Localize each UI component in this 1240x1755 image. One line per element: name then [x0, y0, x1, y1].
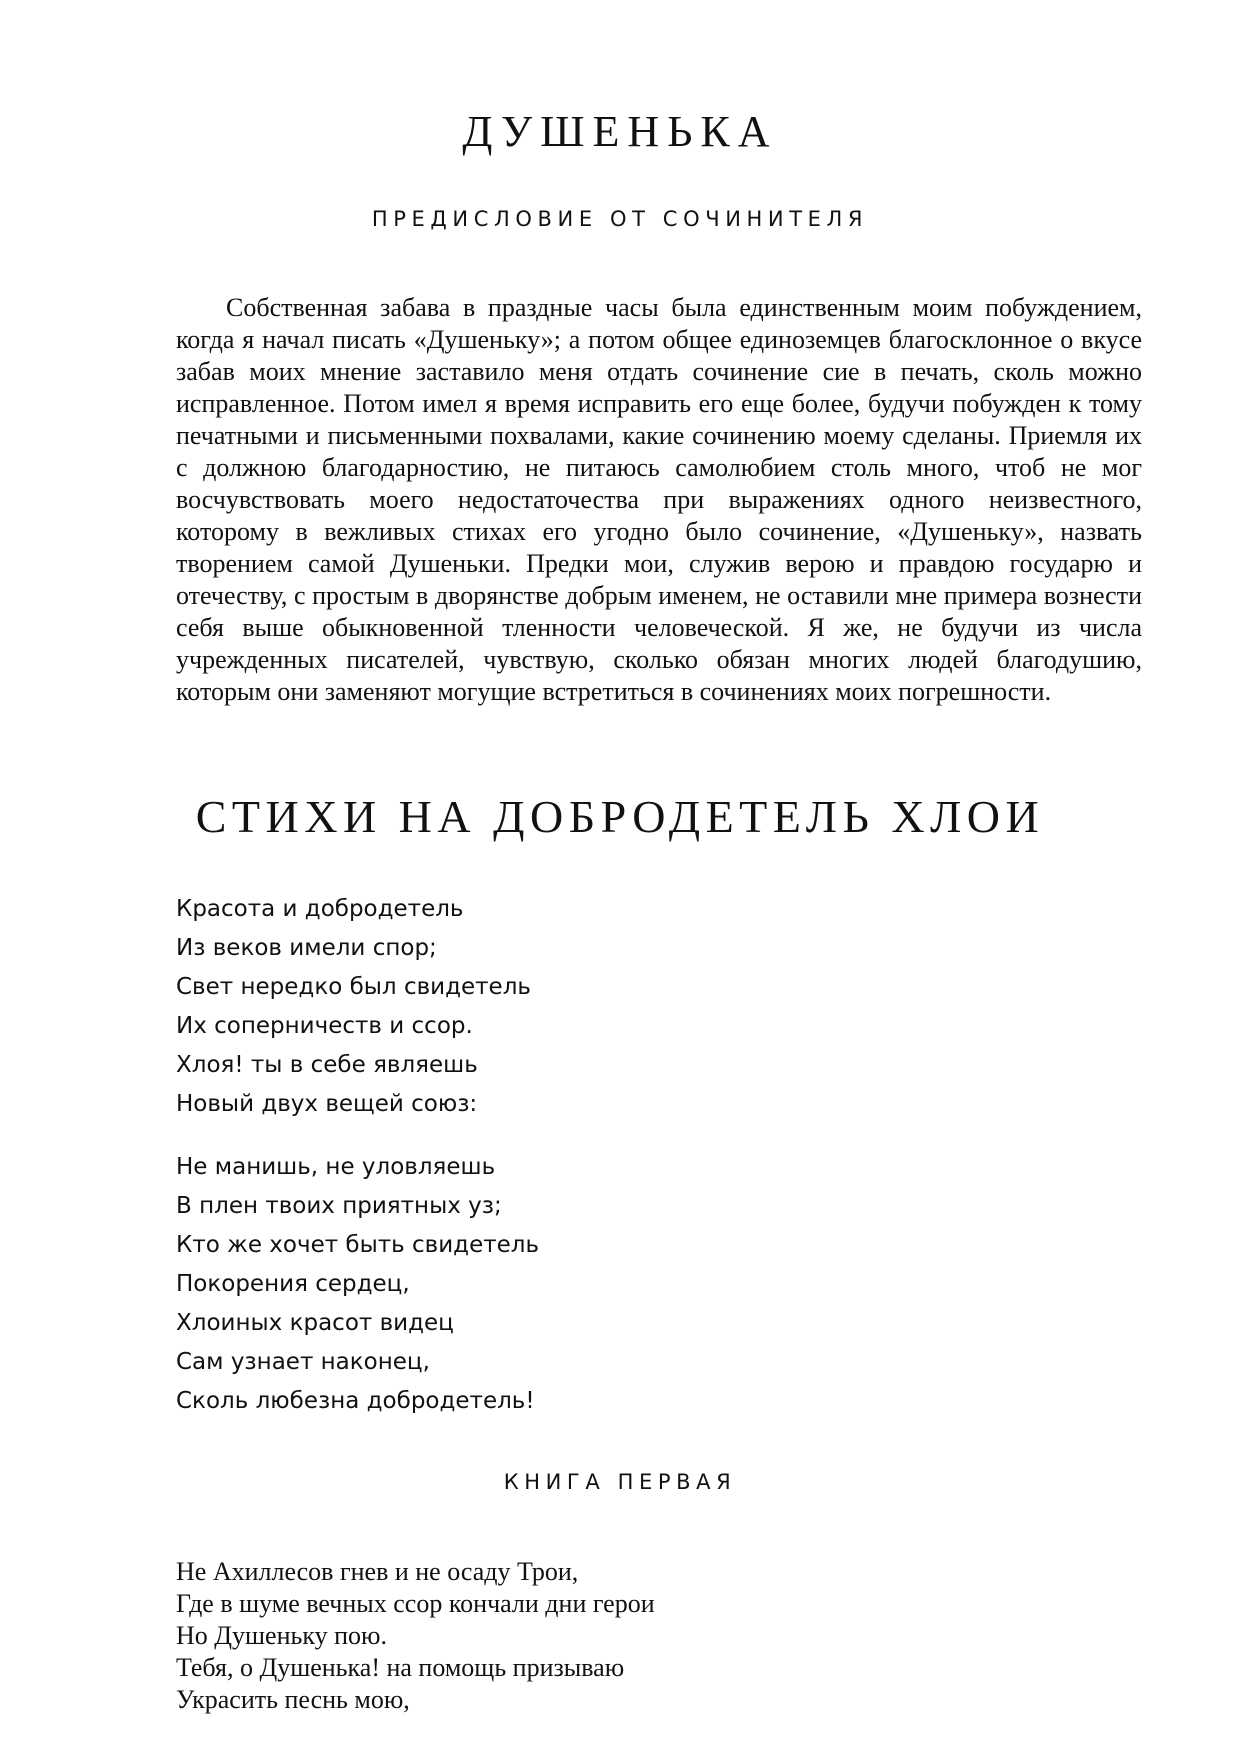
verse-line: Не манишь, не уловляешь: [176, 1154, 496, 1180]
poem-line: Украсить песнь мою,: [176, 1685, 410, 1714]
verse-line: Свет нередко был свидетель: [176, 974, 531, 1000]
verse-line: Покорения сердец,: [176, 1271, 410, 1297]
verse-line: Новый двух вещей союз:: [176, 1091, 478, 1117]
poem-line: Но Душеньку пою.: [176, 1621, 387, 1650]
stanza-2: [176, 1148, 539, 1421]
preface-paragraph: Собственная забава в праздные часы была единственным моим побуждением, когда я начал писать «Душеньку»; а потом общее единоземцев благосклонное о вкусе забав моих мнение заставило меня отдать сочинение сие в печать, сколь можно исправленное. Потом имел я время исправить его еще более, будучи побужден к тому печатными и письменными похвалами, какие сочинению моему сделаны. Приемля их с должною благодарностию, не питаюсь самолюбием столь много, чтоб не мог восчувствовать моего недостаточества при выражениях одного неизвестного, которому в вежливых стихах его угодно было сочинение, «Душеньку», назвать творением самой Душеньки. Предки мои, служив верою и правдою государю и отечеству, с простым в дворянстве добрым именем, не оставили мне примера вознести себя выше обыкновенной тленности человеческой. Я же, не будучи из числа учрежденных писателей, чувствую, сколько обязан многих людей благодушию, которым они заменяют могущие встретиться в сочинениях моих погрешности.: [176, 293, 1142, 706]
verse-line: Их соперничеств и ссор.: [176, 1013, 473, 1039]
verses-heading: СТИХИ НА ДОБРОДЕТЕЛЬ ХЛОИ: [195, 791, 1045, 842]
verse-line: Сам узнает наконец,: [176, 1349, 430, 1375]
verse-line: Хлоиных красот видец: [176, 1310, 454, 1336]
poem-line: Не Ахиллесов гнев и не осаду Трои,: [176, 1557, 579, 1586]
document-title: ДУШЕНЬКА: [462, 107, 778, 156]
verse-line: Кто же хочет быть свидетель: [176, 1232, 540, 1258]
verse-line: Хлоя! ты в себе являешь: [176, 1052, 478, 1078]
verse-line: В плен твоих приятных уз;: [176, 1193, 502, 1219]
book-one-heading: КНИГА ПЕРВАЯ: [503, 1470, 737, 1494]
verse-line: Сколь любезна добродетель!: [176, 1388, 535, 1414]
poem-line: Где в шуме вечных ссор кончали дни герои: [176, 1589, 655, 1618]
poem-opening: [176, 1556, 655, 1716]
preface-heading: ПРЕДИСЛОВИЕ ОТ СОЧИНИТЕЛЯ: [371, 207, 869, 231]
verse-line: Из веков имели спор;: [176, 935, 437, 961]
verse-line: Красота и добродетель: [176, 896, 464, 922]
poem-line: Тебя, о Душенька! на помощь призываю: [176, 1653, 625, 1682]
stanza-1: [176, 890, 531, 1124]
